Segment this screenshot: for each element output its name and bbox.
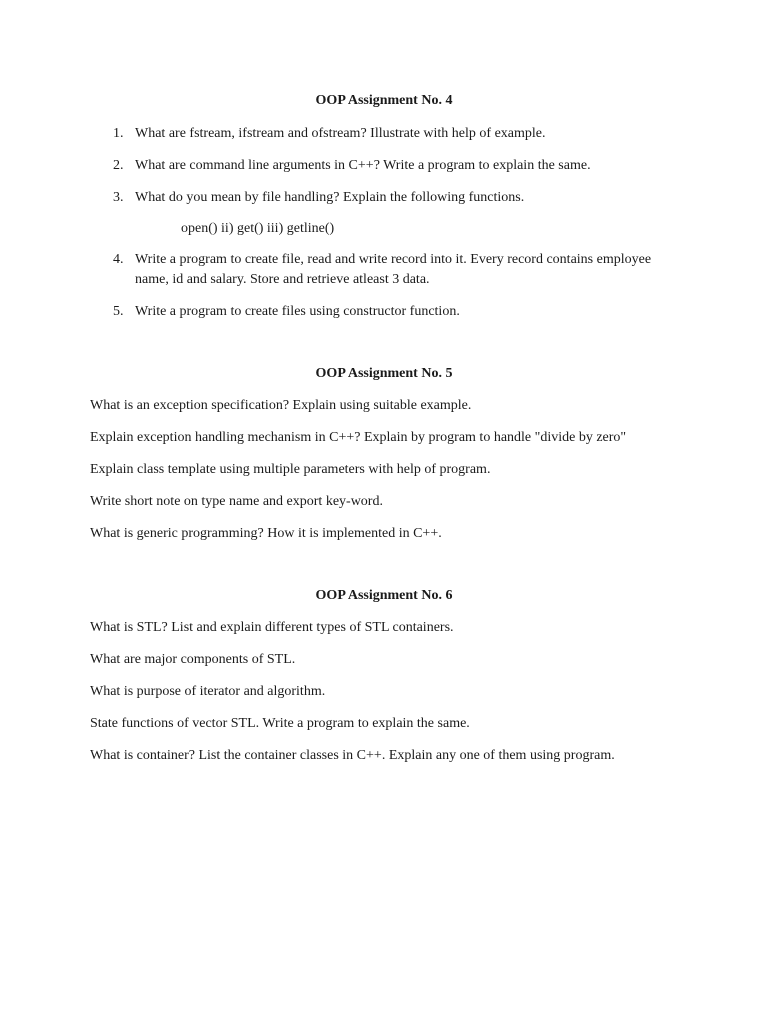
question-text: What is an exception specification? Explain using suitable example. — [90, 398, 472, 413]
question-text: What are command line arguments in C++? Write a program to explain the same. — [135, 158, 591, 173]
assignment-4-question-list — [0, 124, 768, 322]
question-text: Explain class template using multiple parameters with help of program. — [90, 462, 491, 477]
assignment-5-section — [0, 365, 768, 556]
question-text: What is purpose of iterator and algorithm. — [90, 684, 326, 699]
question-number: 4. — [113, 252, 124, 267]
question-text: What are fstream, ifstream and ofstream? Illustrate with help of example. — [135, 126, 546, 141]
question-text: Write a program to create files using constructor function. — [135, 304, 460, 319]
question-text: What is STL? List and explain different types of STL containers. — [90, 620, 454, 635]
question-number: 2. — [113, 158, 124, 173]
question-text: Write a program to create file, read and write record into it. Every record contains employee name, id and salary. Store and retrieve atleast 3 data. — [135, 252, 652, 287]
question-item — [0, 124, 655, 144]
question-number: 5. — [113, 304, 124, 319]
assignment-4-title: OOP Assignment No. 4 — [315, 93, 453, 108]
assignment-5-title: OOP Assignment No. 5 — [315, 366, 453, 381]
assignment-5-question-list — [0, 396, 768, 544]
question-item — [0, 188, 655, 208]
assignment-6-question-list — [0, 618, 768, 766]
question-number: 1. — [113, 126, 124, 141]
question-text: What are major components of STL. — [90, 652, 296, 667]
question-text: Explain exception handling mechanism in C++? Explain by program to handle "divide by zero" — [90, 430, 627, 445]
question-text: State functions of vector STL. Write a program to explain the same. — [90, 716, 470, 731]
assignment-4-section — [0, 92, 768, 334]
question-text: What do you mean by file handling? Explain the following functions. — [135, 190, 525, 205]
question-text: Write short note on type name and export key-word. — [90, 494, 383, 509]
question-text: What is container? List the container classes in C++. Explain any one of them using program. — [90, 748, 615, 763]
assignment-6-title: OOP Assignment No. 6 — [315, 588, 453, 603]
question-item — [0, 156, 655, 176]
question-sub-line: open() ii) get() iii) getline() — [181, 221, 335, 236]
question-item — [0, 250, 655, 290]
question-item — [0, 302, 655, 322]
question-number: 3. — [113, 190, 124, 205]
assignment-6-section — [0, 587, 768, 778]
question-text: What is generic programming? How it is implemented in C++. — [90, 526, 442, 541]
